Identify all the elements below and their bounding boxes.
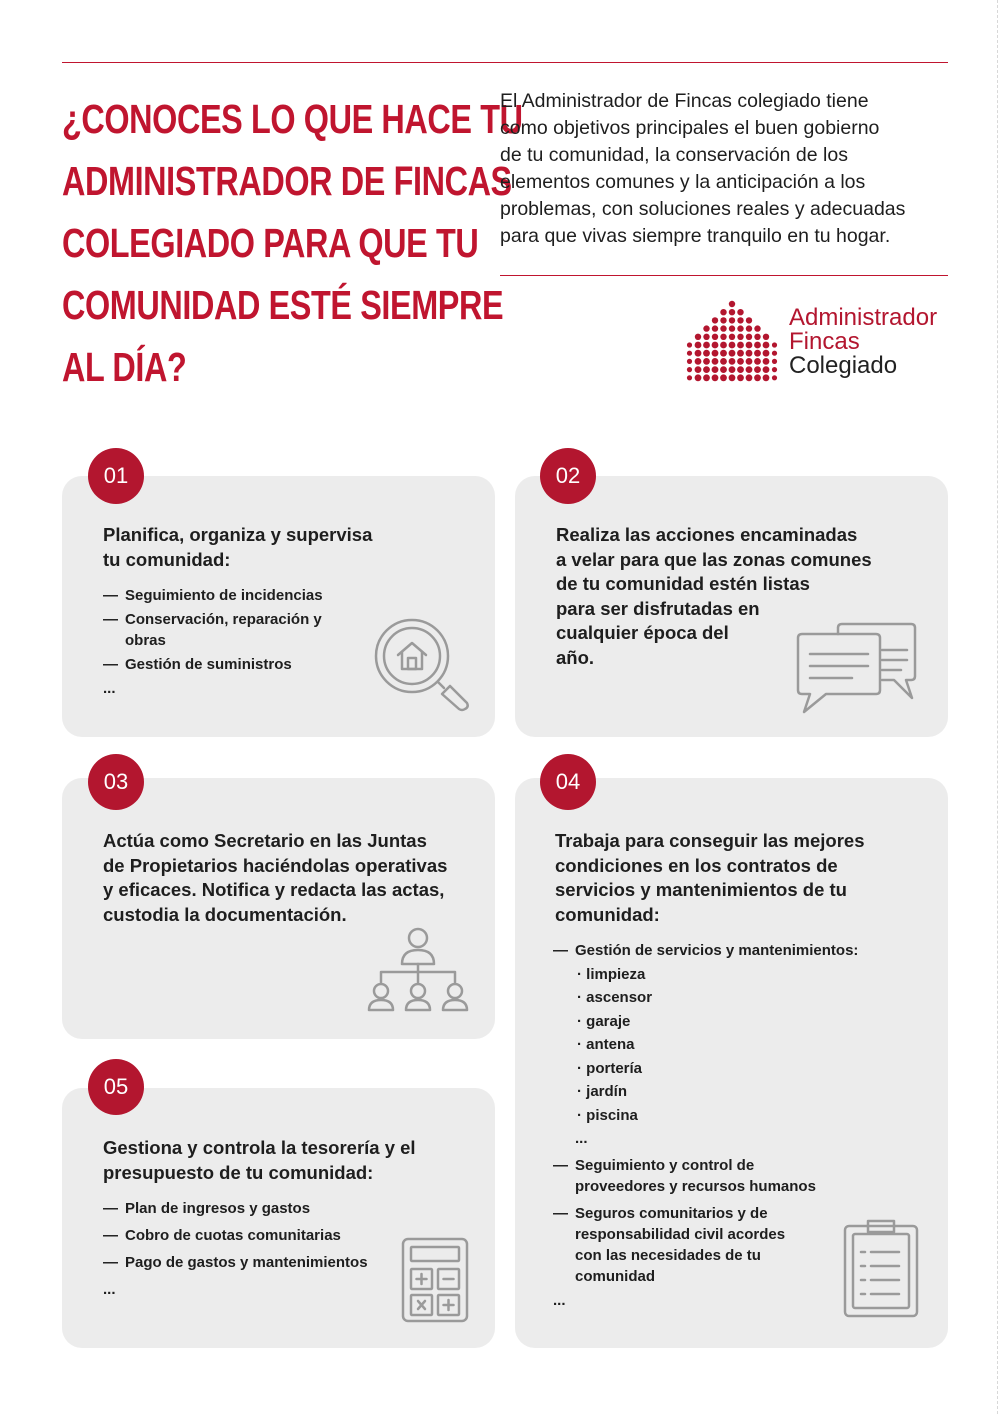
logo-dot xyxy=(763,374,770,381)
sub-ellipsis: ... xyxy=(575,1130,588,1147)
heading-line: comunidad: xyxy=(555,903,660,925)
logo-dot xyxy=(754,366,761,373)
clipboard-icon xyxy=(842,1218,920,1318)
logo-dot xyxy=(712,374,719,381)
logo-dot xyxy=(754,358,761,365)
logo-dot xyxy=(754,374,761,381)
heading-line: cualquier época del xyxy=(556,622,729,643)
logo-dot xyxy=(703,358,710,365)
logo-dot xyxy=(703,350,710,357)
logo-dot xyxy=(687,351,692,356)
card-04-number: 04 xyxy=(540,754,596,810)
logo-dot xyxy=(737,374,744,381)
title-line: COLEGIADO PARA QUE TU xyxy=(62,220,479,266)
org-chart-icon xyxy=(366,926,470,1014)
logo-dot xyxy=(763,366,770,373)
logo-dot xyxy=(737,342,744,349)
logo-dot xyxy=(737,317,743,323)
list-item-continuation: responsabilidad civil acordes xyxy=(575,1226,786,1243)
logo-dot xyxy=(729,301,735,307)
logo-dot xyxy=(720,309,726,315)
magnifier-house-icon xyxy=(374,618,472,716)
logo-dot xyxy=(703,325,709,331)
logo-dot xyxy=(703,342,710,349)
logo-line-1: Administrador xyxy=(789,304,938,331)
card-02-number: 02 xyxy=(540,448,596,504)
logo-dot xyxy=(720,358,727,365)
heading-line: custodia la documentación. xyxy=(103,903,347,925)
logo-dot xyxy=(712,350,719,357)
intro-line: para que vivas siempre tranquilo en tu hogar. xyxy=(500,225,891,247)
logo-dot xyxy=(754,325,760,331)
logo-dot xyxy=(729,342,736,349)
list-item: — Cobro de cuotas comunitarias xyxy=(103,1227,341,1244)
heading-line: Trabaja para conseguir las mejores xyxy=(555,830,865,851)
logo-dot xyxy=(720,317,726,323)
logo-dot xyxy=(703,374,710,381)
sub-item: · portería xyxy=(577,1059,643,1077)
page-title xyxy=(62,88,523,398)
list-item: — Gestión de servicios y mantenimientos: xyxy=(553,942,859,959)
logo xyxy=(682,298,962,388)
logo-dot xyxy=(712,342,719,349)
logo-dot xyxy=(772,375,777,380)
logo-dot xyxy=(729,309,735,315)
heading-line: condiciones en los contratos de xyxy=(555,854,838,876)
page-edge xyxy=(997,0,998,1414)
card-05-list xyxy=(103,1198,393,1303)
logo-dot xyxy=(703,334,709,340)
logo-dot xyxy=(712,358,719,365)
logo-dot xyxy=(695,374,702,381)
heading-line: Actúa como Secretario en las Juntas xyxy=(103,830,427,851)
card-05-number: 05 xyxy=(88,1059,144,1115)
title-line: AL DÍA? xyxy=(62,344,187,390)
intro-line: problemas, con soluciones reales y adecuadas xyxy=(500,198,906,220)
logo-dot xyxy=(729,374,736,381)
card-04-list xyxy=(553,940,883,1314)
card-01-list xyxy=(103,585,373,702)
heading-line: Planifica, organiza y supervisa xyxy=(103,524,373,545)
title-line: COMUNIDAD ESTÉ SIEMPRE xyxy=(62,282,504,328)
logo-dot xyxy=(737,358,744,365)
heading-line: Gestiona y controla la tesorería y el xyxy=(103,1137,416,1158)
list-item: — Gestión de suministros xyxy=(103,656,292,673)
logo-dot xyxy=(772,367,777,372)
logo-dot xyxy=(772,351,777,356)
intro-line: El Administrador de Fincas colegiado tiene xyxy=(500,90,869,112)
logo-dot xyxy=(695,358,702,365)
logo-dot xyxy=(687,342,692,347)
logo-dot xyxy=(754,334,760,340)
logo-dot xyxy=(746,358,753,365)
sub-item: · jardín xyxy=(577,1083,628,1100)
logo-dot xyxy=(754,342,761,349)
list-item-continuation: proveedores y recursos humanos xyxy=(575,1178,816,1195)
sub-item: · piscina xyxy=(577,1106,638,1124)
list-item: — Seguros comunitarios y de xyxy=(553,1205,768,1222)
logo-dot xyxy=(729,334,735,340)
logo-dots-icon xyxy=(682,298,782,388)
list-ellipsis: ... xyxy=(553,1292,566,1309)
logo-dot xyxy=(737,309,743,315)
logo-dot xyxy=(703,366,710,373)
heading-line: tu comunidad: xyxy=(103,548,231,570)
logo-dot xyxy=(763,350,770,357)
logo-dot xyxy=(695,342,702,349)
logo-dot xyxy=(772,342,777,347)
logo-dot xyxy=(729,317,735,323)
list-ellipsis: ... xyxy=(103,680,116,697)
logo-dot xyxy=(746,366,753,373)
logo-dot xyxy=(720,334,726,340)
sub-item: · antena xyxy=(577,1036,635,1053)
logo-dot xyxy=(720,374,727,381)
logo-dot xyxy=(754,350,761,357)
logo-dot xyxy=(695,350,702,357)
list-item: — Seguimiento de incidencias xyxy=(103,587,323,604)
logo-dot xyxy=(720,366,727,373)
sub-item: · ascensor xyxy=(577,989,653,1006)
logo-dot xyxy=(720,325,726,331)
logo-dot xyxy=(712,325,718,331)
list-item-continuation: obras xyxy=(125,632,166,649)
heading-line: Realiza las acciones encaminadas xyxy=(556,524,858,545)
logo-dot xyxy=(746,350,753,357)
logo-dot xyxy=(746,334,752,340)
card-01-number: 01 xyxy=(88,448,144,504)
intro-rule xyxy=(500,275,948,276)
list-item: — Plan de ingresos y gastos xyxy=(103,1200,311,1217)
logo-dot xyxy=(746,317,752,323)
logo-line-3: Colegiado xyxy=(789,352,898,379)
list-item: — Conservación, reparación y xyxy=(103,611,322,628)
logo-dot xyxy=(695,366,702,373)
logo-dot xyxy=(746,325,752,331)
logo-dot xyxy=(763,334,769,340)
heading-line: a velar para que las zonas comunes xyxy=(556,548,872,570)
list-item: — Pago de gastos y mantenimientos xyxy=(103,1254,368,1271)
logo-dot xyxy=(737,325,743,331)
list-ellipsis: ... xyxy=(103,1281,116,1298)
list-item-continuation: con las necesidades de tu xyxy=(575,1247,761,1264)
card-03-number: 03 xyxy=(88,754,144,810)
logo-dot xyxy=(763,342,770,349)
logo-dot xyxy=(720,342,727,349)
logo-dot xyxy=(772,359,777,364)
sub-item: · garaje xyxy=(577,1012,631,1030)
calculator-icon xyxy=(400,1236,470,1324)
logo-dot xyxy=(687,359,692,364)
card-04-heading xyxy=(555,829,865,927)
logo-text xyxy=(789,306,937,378)
logo-dot xyxy=(712,366,719,373)
logo-dot xyxy=(695,334,701,340)
logo-dot xyxy=(746,342,753,349)
heading-line: y eficaces. Notifica y redacta las actas, xyxy=(103,879,445,900)
logo-line-2: Fincas xyxy=(789,328,860,355)
logo-dot xyxy=(712,334,718,340)
intro-line: de tu comunidad, la conservación de los xyxy=(500,144,848,166)
card-01-heading xyxy=(103,523,372,572)
logo-dot xyxy=(729,366,736,373)
logo-dot xyxy=(737,366,744,373)
heading-line: de tu comunidad estén listas xyxy=(556,573,810,594)
title-line: ADMINISTRADOR DE FINCAS xyxy=(62,158,512,204)
heading-line: de Propietarios haciéndolas operativas xyxy=(103,854,448,876)
logo-dot xyxy=(746,374,753,381)
logo-dot xyxy=(729,325,735,331)
heading-line: presupuesto de tu comunidad: xyxy=(103,1161,374,1183)
logo-dot xyxy=(687,375,692,380)
top-rule xyxy=(62,62,948,63)
list-item-continuation: comunidad xyxy=(575,1268,656,1285)
sub-item: · limpieza xyxy=(577,965,646,983)
heading-line: para ser disfrutadas en xyxy=(556,597,760,619)
heading-line: servicios y mantenimientos de tu xyxy=(555,879,847,900)
logo-dot xyxy=(720,350,727,357)
logo-dot xyxy=(729,358,736,365)
logo-dot xyxy=(687,367,692,372)
logo-dot xyxy=(737,334,743,340)
intro-line: como objetivos principales el buen gobierno xyxy=(500,117,880,139)
intro-line: elementos comunes y la anticipación a los xyxy=(500,171,866,193)
title-line: ¿CONOCES LO QUE HACE TU xyxy=(62,96,523,142)
card-03-heading xyxy=(103,829,447,927)
chat-bubbles-icon xyxy=(796,620,921,716)
list-item: — Seguimiento y control de xyxy=(553,1157,755,1174)
logo-dot xyxy=(763,358,770,365)
logo-dot xyxy=(729,350,736,357)
logo-dot xyxy=(737,350,744,357)
heading-line: año. xyxy=(556,646,595,668)
card-05-heading xyxy=(103,1136,416,1185)
logo-dot xyxy=(712,317,718,323)
intro-paragraph xyxy=(500,88,950,250)
